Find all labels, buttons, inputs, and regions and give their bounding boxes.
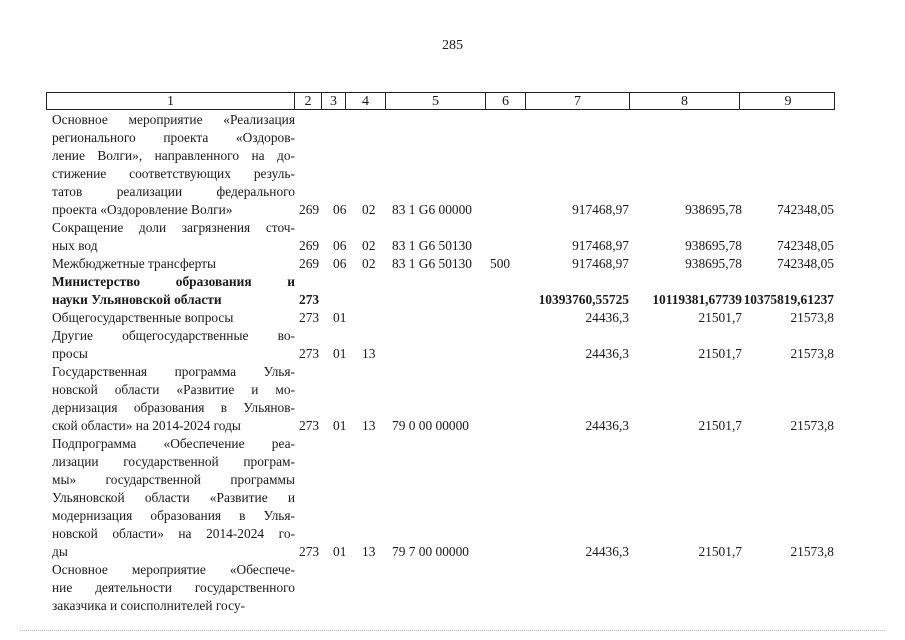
table-header bbox=[46, 92, 835, 110]
cell-c7: 917468,97 bbox=[572, 202, 629, 217]
cell-c6: 500 bbox=[490, 256, 511, 271]
cell-c9: 21573,8 bbox=[790, 310, 834, 325]
cell-c8: 21501,7 bbox=[698, 544, 742, 559]
cell-c3: 06 bbox=[333, 256, 347, 271]
row-description-line: Министерство образования и bbox=[52, 274, 295, 289]
row-description-line: Основное мероприятие «Обеспече- bbox=[52, 562, 295, 577]
row-description-line: науки Ульяновской области bbox=[52, 292, 222, 307]
row-description-line: новской области» на 2014-2024 го- bbox=[52, 526, 295, 541]
row-description-line: Ульяновской области «Развитие и bbox=[52, 490, 295, 505]
cell-c2: 273 bbox=[299, 292, 320, 307]
cell-c2: 269 bbox=[299, 256, 320, 271]
cell-c2: 269 bbox=[299, 238, 320, 253]
header-cell-9: 9 bbox=[784, 94, 792, 109]
cell-c3: 06 bbox=[333, 202, 347, 217]
row-description-line: дернизация образования в Ульянов- bbox=[52, 400, 295, 415]
cell-c4: 02 bbox=[362, 256, 376, 271]
cell-c2: 273 bbox=[299, 418, 320, 433]
row-description-line: Основное мероприятие «Реализация bbox=[52, 112, 295, 127]
cell-c8: 938695,78 bbox=[685, 256, 742, 271]
cell-c4: 02 bbox=[362, 202, 376, 217]
row-description-line: Межбюджетные трансферты bbox=[52, 256, 216, 271]
cell-c4: 13 bbox=[362, 346, 376, 361]
cell-c2: 273 bbox=[299, 310, 320, 325]
cell-c4: 13 bbox=[362, 544, 376, 559]
cell-c7: 24436,3 bbox=[585, 544, 629, 559]
row-description-line: Подпрограмма «Обеспечение реа- bbox=[52, 436, 295, 451]
cell-c8: 21501,7 bbox=[698, 346, 742, 361]
row-description-line: Сокращение доли загрязнения сточ- bbox=[52, 220, 295, 235]
cell-c5: 79 7 00 00000 bbox=[392, 544, 469, 559]
cell-c8: 21501,7 bbox=[698, 418, 742, 433]
row-description-line: просы bbox=[52, 346, 88, 361]
header-cell-3: 3 bbox=[322, 93, 346, 109]
cell-c3: 01 bbox=[333, 544, 347, 559]
row-description-line: ние деятельности государственного bbox=[52, 580, 295, 595]
row-description-line: регионального проекта «Оздоров- bbox=[52, 130, 295, 145]
cell-c7: 24436,3 bbox=[585, 418, 629, 433]
cell-c9: 10375819,61237 bbox=[743, 292, 834, 307]
row-description-line: новской области «Развитие и мо- bbox=[52, 382, 295, 397]
cell-c3: 06 bbox=[333, 238, 347, 253]
cell-c8: 10119381,67739 bbox=[652, 292, 742, 307]
page-number: 285 bbox=[442, 38, 463, 53]
row-description-line: модернизация образования в Улья- bbox=[52, 508, 295, 523]
row-description-line: Общегосударственные вопросы bbox=[52, 310, 234, 325]
cell-c2: 273 bbox=[299, 544, 320, 559]
cell-c7: 917468,97 bbox=[572, 256, 629, 271]
row-description-line: стижение соответствующих резуль- bbox=[52, 166, 295, 181]
cell-c5: 83 1 G6 50130 bbox=[392, 256, 472, 271]
row-description-line: ных вод bbox=[52, 238, 98, 253]
row-description-line: татов реализации федерального bbox=[52, 184, 295, 199]
cell-c9: 21573,8 bbox=[790, 346, 834, 361]
cell-c9: 742348,05 bbox=[777, 256, 834, 271]
cell-c7: 10393760,55725 bbox=[538, 292, 629, 307]
header-cell-2: 2 bbox=[295, 93, 322, 109]
cell-c3: 01 bbox=[333, 310, 347, 325]
header-cell-7: 7 bbox=[526, 93, 630, 109]
cell-c4: 13 bbox=[362, 418, 376, 433]
cell-c7: 24436,3 bbox=[585, 346, 629, 361]
row-description-line: мы» государственной программы bbox=[52, 472, 295, 487]
header-cell-4: 4 bbox=[346, 93, 386, 109]
cell-c7: 917468,97 bbox=[572, 238, 629, 253]
cell-c3: 01 bbox=[333, 346, 347, 361]
row-description-line: Другие общегосударственные во- bbox=[52, 328, 295, 343]
cell-c8: 21501,7 bbox=[698, 310, 742, 325]
cell-c3: 01 bbox=[333, 418, 347, 433]
cell-c5: 83 1 G6 00000 bbox=[392, 202, 472, 217]
cell-c9: 21573,8 bbox=[790, 544, 834, 559]
cell-c9: 742348,05 bbox=[777, 202, 834, 217]
cell-c8: 938695,78 bbox=[685, 238, 742, 253]
row-description-line: ление Волги», направленного на до- bbox=[52, 148, 295, 163]
row-description-line: Государственная программа Улья- bbox=[52, 364, 295, 379]
cell-c2: 273 bbox=[299, 346, 320, 361]
row-description-line: проекта «Оздоровление Волги» bbox=[52, 202, 233, 217]
cell-c7: 24436,3 bbox=[585, 310, 629, 325]
cell-c9: 21573,8 bbox=[790, 418, 834, 433]
cell-c5: 79 0 00 00000 bbox=[392, 418, 469, 433]
scan-edge-dots bbox=[20, 630, 885, 632]
row-description-line: лизации государственной програм- bbox=[52, 454, 295, 469]
cell-c4: 02 bbox=[362, 238, 376, 253]
row-description-line: заказчика и соисполнителей госу- bbox=[52, 598, 245, 613]
header-cell-5: 5 bbox=[386, 93, 486, 109]
cell-c9: 742348,05 bbox=[777, 238, 834, 253]
cell-c5: 83 1 G6 50130 bbox=[392, 238, 472, 253]
header-cell-8: 8 bbox=[630, 93, 740, 109]
cell-c2: 269 bbox=[299, 202, 320, 217]
row-description-line: ды bbox=[52, 544, 68, 559]
header-cell-6: 6 bbox=[486, 93, 526, 109]
row-description-line: ской области» на 2014-2024 годы bbox=[52, 418, 241, 433]
header-cell-1: 1 bbox=[47, 93, 295, 109]
cell-c8: 938695,78 bbox=[685, 202, 742, 217]
